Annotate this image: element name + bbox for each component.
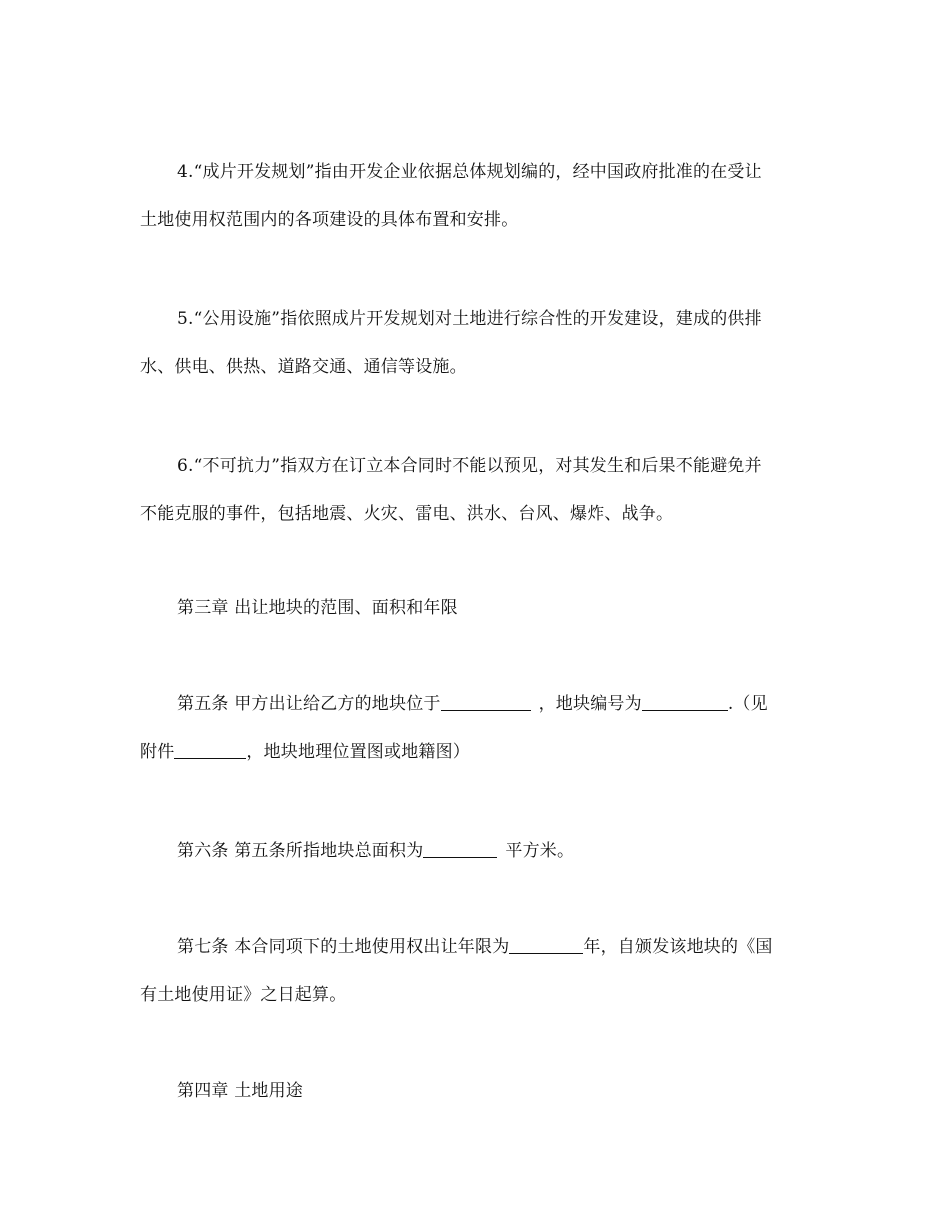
paragraph-4-line-2: 土地使用权范围内的各项建设的具体布置和安排。 — [140, 210, 519, 230]
area-blank — [423, 839, 497, 858]
article-5-text-b: ，地块编号为 — [538, 694, 642, 714]
paragraph-5-line-1: 5.“公用设施”指依照成片开发规划对土地进行综合性的开发建设，建成的供排 — [177, 309, 762, 329]
article-5-text-a: 第五条 甲方出让给乙方的地块位于 — [177, 694, 441, 714]
parcel-number-blank — [642, 692, 728, 711]
article-6-text-b: 平方米。 — [505, 841, 575, 861]
article-7-text-b: 年，自颁发该地块的《国 — [583, 937, 773, 957]
term-years-blank — [509, 935, 583, 954]
chapter-4-heading: 第四章 土地用途 — [177, 1081, 304, 1101]
article-6-text-a: 第六条 第五条所指地块总面积为 — [177, 841, 424, 861]
paragraph-6-line-1: 6.“不可抗力”指双方在订立本合同时不能以预见，对其发生和后果不能避免并 — [177, 456, 762, 476]
attachment-blank — [174, 740, 246, 759]
article-5-text-e: ，地块地理位置图或地籍图） — [246, 742, 471, 762]
article-5-text-d: 附件 — [140, 742, 175, 762]
article-5-line-2 — [140, 740, 815, 764]
paragraph-5-line-2: 水、供电、供热、道路交通、通信等设施。 — [140, 357, 467, 377]
article-7-text-a: 第七条 本合同项下的土地使用权出让年限为 — [177, 937, 510, 957]
article-5-text-c: .（见 — [727, 694, 768, 714]
article-5-line-1 — [177, 692, 815, 716]
article-7-line-1 — [177, 935, 815, 959]
paragraph-6-line-2: 不能克服的事件，包括地震、火灾、雷电、洪水、台风、爆炸、战争。 — [140, 504, 674, 524]
article-6-line — [177, 839, 815, 863]
article-7-line-2: 有土地使用证》之日起算。 — [140, 985, 347, 1005]
chapter-3-heading: 第三章 出让地块的范围、面积和年限 — [177, 598, 458, 618]
paragraph-4-line-1: 4.“成片开发规划”指由开发企业依据总体规划编的，经中国政府批准的在受让 — [177, 162, 762, 182]
location-blank — [441, 692, 531, 711]
